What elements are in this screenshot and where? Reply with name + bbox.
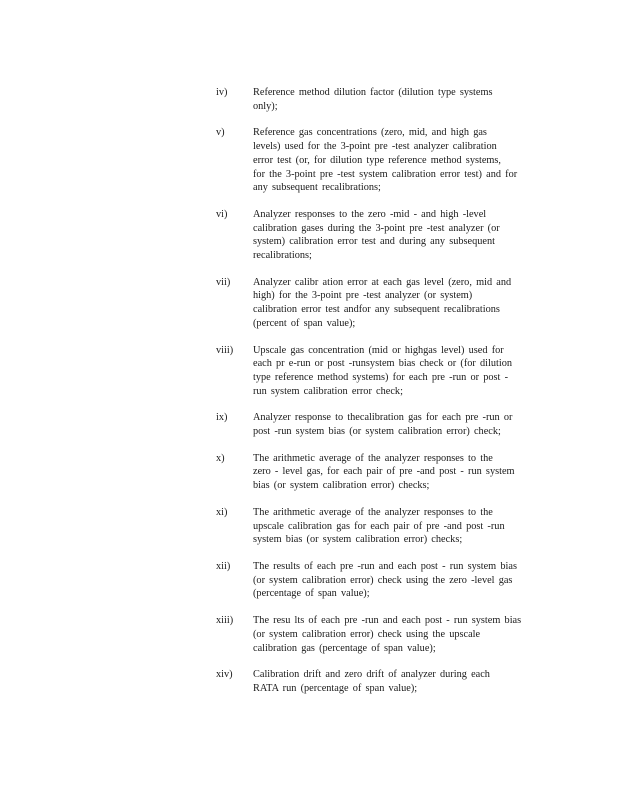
item-text-line: Reference method dilution factor (dilution type systems [253, 87, 493, 98]
list-item [216, 560, 546, 601]
item-text [253, 411, 546, 438]
item-text-line: any subsequent recalibrations; [253, 182, 381, 194]
list-item [216, 452, 546, 493]
list-item [216, 506, 546, 547]
item-text-line: each pr e-run or post -runsystem bias check or (for dilution [253, 358, 513, 370]
item-text-line: calibration gas (percentage of span value); [253, 642, 436, 654]
item-text-line: The arithmetic average of the analyzer responses to the [253, 452, 493, 464]
list-item [216, 614, 546, 655]
item-text-line: (percent of span value); [253, 317, 356, 329]
item-text-line: only); [253, 100, 278, 112]
item-text-line: system bias (or system calibration error) checks; [253, 534, 463, 546]
item-text-line: The results of each pre -run and each post - run system bias [253, 560, 517, 572]
item-text [253, 344, 546, 399]
item-text-line: (percentage of span value); [253, 588, 370, 600]
list-item [216, 344, 546, 399]
item-text-line: RATA run (percentage of span value); [253, 682, 418, 694]
item-text-line: Reference gas concentrations (zero, mid, and high gas [253, 127, 487, 139]
item-text-line: for the 3-point pre -test system calibration error test) and for [253, 168, 518, 180]
item-text-line: error test (or, for dilution type reference method systems, [253, 154, 501, 166]
list-item [216, 126, 546, 195]
list-item [216, 86, 546, 113]
list-item [216, 411, 546, 438]
item-text-line: Analyzer calibr ation error at each gas level (zero, mid and [253, 276, 512, 288]
item-numeral: iv) [216, 87, 228, 98]
item-numeral: xiv) [216, 669, 233, 681]
item-text-line: bias (or system calibration error) checks; [253, 480, 430, 492]
numbered-list [216, 86, 546, 696]
item-text [253, 506, 546, 547]
item-numeral: vi) [216, 208, 228, 220]
item-text-line: high) for the 3-point pre -test analyzer (or system) [253, 290, 473, 302]
item-text-line: recalibrations; [253, 250, 312, 262]
item-text-line: The resu lts of each pre -run and each post - run system bias [253, 615, 522, 627]
list-item [216, 208, 546, 263]
list-item [216, 668, 546, 695]
item-numeral: viii) [216, 344, 234, 356]
item-text-line: calibration error test andfor any subsequent recalibrations [253, 304, 500, 316]
item-text [253, 86, 546, 113]
item-text-line: run system calibration error check; [253, 385, 403, 397]
item-numeral: vii) [216, 276, 231, 288]
item-text [253, 126, 546, 195]
item-text-line: upscale calibration gas for each pair of pre -and post -run [253, 520, 505, 532]
item-text-line: calibration gases during the 3-point pre -test analyzer (or [253, 222, 500, 234]
item-numeral: xiii) [216, 615, 234, 627]
item-text-line: Analyzer responses to the zero -mid - and high -level [253, 208, 487, 220]
item-numeral: v) [216, 127, 225, 139]
item-text-line: The arithmetic average of the analyzer responses to the [253, 506, 493, 518]
item-numeral: xi) [216, 506, 228, 518]
item-text-line: levels) used for the 3-point pre -test analyzer calibration [253, 141, 497, 153]
item-numeral: xii) [216, 560, 231, 572]
item-text-line: type reference method systems) for each pre -run or post - [253, 371, 509, 383]
item-text [253, 614, 546, 655]
item-text-line: post -run system bias (or system calibration error) check; [253, 426, 501, 438]
list-item [216, 276, 546, 331]
item-text-line: system) calibration error test and during any subsequent [253, 236, 495, 248]
item-text-line: (or system calibration error) check using the upscale [253, 628, 481, 640]
item-text [253, 668, 546, 695]
item-text-line: Analyzer response to thecalibration gas for each pre -run or [253, 412, 513, 424]
item-text-line: Upscale gas concentration (mid or highgas level) used for [253, 344, 504, 356]
item-numeral: x) [216, 452, 225, 464]
item-text [253, 208, 546, 263]
item-text-line: Calibration drift and zero drift of analyzer during each [253, 669, 490, 681]
item-text [253, 276, 546, 331]
item-text [253, 452, 546, 493]
item-text-line: (or system calibration error) check using the zero -level gas [253, 574, 513, 586]
item-text [253, 560, 546, 601]
item-numeral: ix) [216, 412, 228, 424]
item-text-line: zero - level gas, for each pair of pre -and post - run system [253, 466, 515, 478]
